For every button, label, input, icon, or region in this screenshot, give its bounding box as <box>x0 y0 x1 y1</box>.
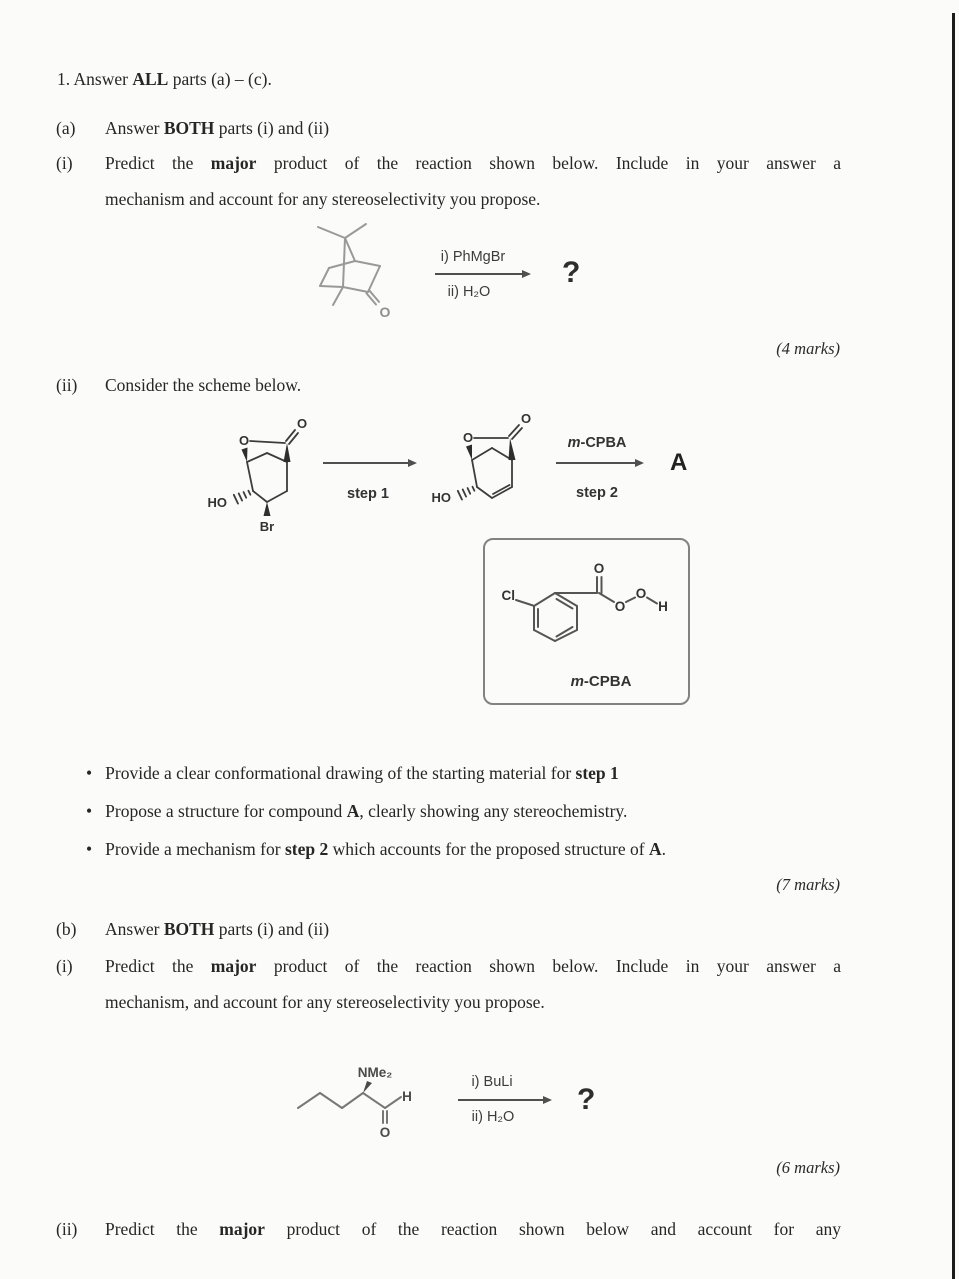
bullet-text: Provide a mechanism for step 2 which accounts for the proposed structure of A. <box>105 839 666 859</box>
question-header: 1. Answer ALL parts (a) – (c). <box>57 69 272 89</box>
product-question-mark-a: ? <box>562 256 581 289</box>
bullet-marker: • <box>86 763 93 783</box>
hydroxyl-label: HO <box>207 495 227 510</box>
reagent-phmgbr-label: i) PhMgBr <box>440 249 506 265</box>
carbonyl-oxygen-label: O <box>296 416 308 431</box>
ring-oxygen-label: O <box>238 433 250 448</box>
ketone-oxygen-label: O <box>379 304 391 320</box>
bullet-marker: • <box>86 839 93 859</box>
peracid-carbonyl-o-label: O <box>593 561 605 576</box>
peroxide-h-label: H <box>658 599 668 614</box>
chloro-label: Cl <box>501 588 515 603</box>
carbonyl-oxygen-label: O <box>520 411 532 426</box>
part-a-intro: Answer BOTH parts (i) and (ii) <box>105 118 330 138</box>
camphor-bond-skeleton <box>318 224 380 305</box>
part-b-label: (b) <box>56 919 77 939</box>
ring-oxygen-label: O <box>462 430 474 445</box>
peroxide-o-label: O <box>635 586 647 601</box>
reaction-arrow-b1 <box>458 1099 550 1101</box>
bullet-item <box>86 801 627 822</box>
aldehyde-o-label: O <box>379 1125 391 1140</box>
ester-o-label: O <box>614 599 626 614</box>
part-b-i-statement-line1: Predict the major product of the reaction shown below. Include in your answer a <box>105 956 841 976</box>
reagent-buli-label: i) BuLi <box>471 1074 513 1090</box>
amino-aldehyde-structure <box>285 1055 430 1147</box>
reagent-h2o-label-b: ii) H₂O <box>471 1109 515 1125</box>
bullet-text: Provide a clear conformational drawing of the starting material for step 1 <box>105 763 619 783</box>
part-a-i-label: (i) <box>56 153 73 173</box>
marks-b-i: (6 marks) <box>776 1158 840 1177</box>
part-a-i-statement-line1: Predict the major product of the reaction shown below. Include in your answer a <box>105 153 841 173</box>
part-a-ii-intro: Consider the scheme below. <box>105 375 302 395</box>
part-a-label: (a) <box>56 118 76 138</box>
step1-label: step 1 <box>347 486 389 502</box>
lactone-start-structure <box>200 412 318 544</box>
part-b-i-statement-line2: mechanism, and account for any stereoselectivity you propose. <box>105 992 545 1012</box>
product-question-mark-b: ? <box>577 1083 596 1116</box>
part-b-i-label: (i) <box>56 956 73 976</box>
marks-a-i: (4 marks) <box>776 339 840 358</box>
bullet-item <box>86 839 666 860</box>
part-a-ii-label: (ii) <box>56 375 78 395</box>
page-edge-line <box>952 13 955 1279</box>
step1-arrow <box>323 462 415 464</box>
mcpba-reagent-label: m-CPBA <box>567 435 627 451</box>
camphor-structure <box>298 216 413 331</box>
amine-wedge-bond <box>363 1081 372 1093</box>
hydroxyl-label: HO <box>431 490 451 505</box>
mcpba-caption: m-CPBA <box>570 673 632 690</box>
step2-arrow <box>556 462 642 464</box>
aldehyde-bonds <box>298 1093 401 1123</box>
part-b-ii-label: (ii) <box>56 1219 78 1239</box>
part-b-intro: Answer BOTH parts (i) and (ii) <box>105 919 330 939</box>
step2-label: step 2 <box>576 485 618 501</box>
compound-a-label: A <box>670 449 688 476</box>
mcpba-structure <box>485 540 688 675</box>
part-a-i-statement-line2: mechanism and account for any stereoselectivity you propose. <box>105 189 541 209</box>
bullet-marker: • <box>86 801 93 821</box>
marks-a-ii: (7 marks) <box>776 875 840 894</box>
bullet-item <box>86 763 619 784</box>
part-b-ii-statement-line1: Predict the major product of the reaction shown below and account for any <box>105 1219 841 1239</box>
bromide-label: Br <box>259 519 275 534</box>
aldehyde-h-label: H <box>402 1089 412 1104</box>
mcpba-box <box>483 538 690 705</box>
bullet-text: Propose a structure for compound A, clearly showing any stereochemistry. <box>105 801 628 821</box>
reagent-h2o-label: ii) H₂O <box>447 284 491 300</box>
dimethylamino-label: NMe₂ <box>357 1065 393 1080</box>
reaction-arrow-a1 <box>435 273 529 275</box>
lactone-alkene-structure <box>425 408 547 516</box>
